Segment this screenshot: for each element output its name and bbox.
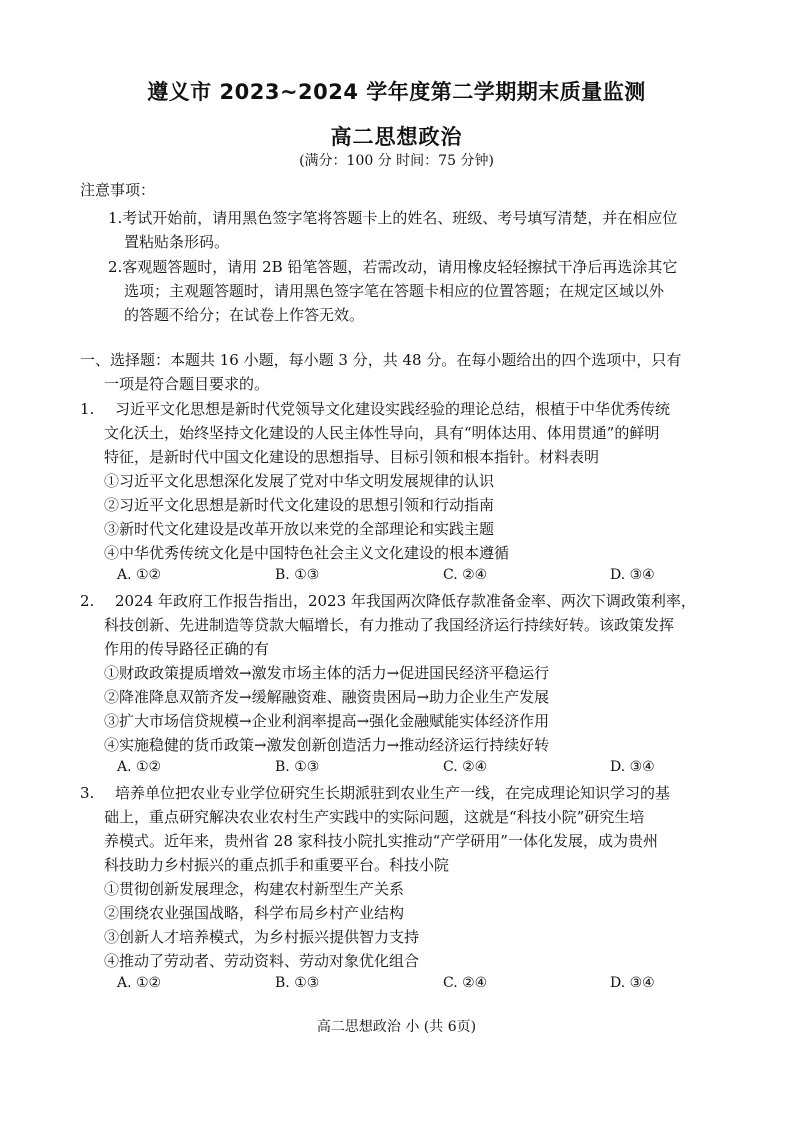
notice-item-2-line-1: 2.客观题答题时，请用 2B 铅笔答题，若需改动，请用橡皮轻轻擦拭干净后再选涂其它: [108, 258, 678, 276]
question-2-number: 2.: [80, 592, 95, 610]
question-2-statement-4: ④实施稳健的货币政策→激发创新创造活力→推动经济运行持续好转: [104, 736, 550, 754]
option-a[interactable]: A. ①②: [117, 975, 162, 991]
question-3-stem-line-2: 础上，重点研究解决农业农村生产实践中的实际问题，这就是“科技小院”研究生培: [104, 808, 645, 826]
option-a[interactable]: A. ①②: [117, 567, 162, 583]
option-d[interactable]: D. ③④: [610, 567, 655, 583]
option-d[interactable]: D. ③④: [610, 759, 655, 775]
exam-subject: 高二思想政治: [330, 125, 463, 149]
question-1-stem-line-2: 文化沃土，始终坚持文化建设的人民主体性导向，具有“明体达用、体用贯通”的鲜明: [104, 424, 660, 442]
question-3-statement-1: ①贯彻创新发展理念，构建农村新型生产关系: [104, 880, 405, 898]
question-3-options: [117, 975, 677, 995]
score-time-info: (满分：100 分 时间：75 分钟): [299, 153, 494, 169]
question-2-options: [117, 759, 677, 779]
section-heading-line-1: 一、选择题：本题共 16 小题，每小题 3 分，共 48 分。在每小题给出的四个选项中，只有: [80, 351, 682, 369]
notice-item-2-line-3: 的答题不给分；在试卷上作答无效。: [124, 306, 365, 324]
exam-title: 遵义市 2023~2024 学年度第二学期期末质量监测: [147, 80, 646, 104]
question-1-statement-3: ③新时代文化建设是改革开放以来党的全部理论和实践主题: [104, 520, 495, 538]
question-1-stem-line-3: 特征，是新时代中国文化建设的思想指导、目标引领和根本指针。材料表明: [104, 448, 600, 466]
option-a[interactable]: A. ①②: [117, 759, 162, 775]
question-3-statement-4: ④推动了劳动者、劳动资料、劳动对象优化组合: [104, 952, 420, 970]
notice-item-1-line-2: 置粘贴条形码。: [124, 233, 230, 251]
question-2-statement-1: ①财政政策提质增效→激发市场主体的活力→促进国民经济平稳运行: [104, 664, 550, 682]
option-c[interactable]: C. ②④: [443, 567, 488, 583]
question-1-options: [117, 567, 677, 587]
option-b[interactable]: B. ①③: [275, 567, 320, 583]
question-2-stem-line-1: 2024 年政府工作报告指出，2023 年我国两次降低存款准备金率、两次下调政策利率，: [115, 592, 696, 610]
option-c[interactable]: C. ②④: [443, 759, 488, 775]
question-2-statement-3: ③扩大市场信贷规模→企业利润率提高→强化金融赋能实体经济作用: [104, 712, 550, 730]
question-1-number: 1.: [80, 400, 95, 418]
notice-item-2-line-2: 选项；主观题答题时，请用黑色签字笔在答题卡相应的位置答题；在规定区域以外: [124, 282, 665, 300]
question-2-statement-2: ②降准降息双箭齐发→缓解融资难、融资贵困局→助力企业生产发展: [104, 688, 550, 706]
question-1-statement-4: ④中华优秀传统文化是中国特色社会主义文化建设的根本遵循: [104, 544, 510, 562]
question-3-statement-2: ②围绕农业强国战略，科学布局乡村产业结构: [104, 904, 405, 922]
question-3-stem-line-3: 养模式。近年来，贵州省 28 家科技小院扎实推动“产学研用”一体化发展，成为贵州: [104, 832, 658, 850]
option-b[interactable]: B. ①③: [275, 759, 320, 775]
section-heading-line-2: 一项是符合题目要求的。: [104, 375, 270, 393]
option-c[interactable]: C. ②④: [443, 975, 488, 991]
question-3-stem-line-1: 培养单位把农业专业学位研究生长期派驻到农业生产一线，在完成理论知识学习的基: [115, 784, 671, 802]
question-1-statement-1: ①习近平文化思想深化发展了党对中华文明发展规律的认识: [104, 472, 495, 490]
option-b[interactable]: B. ①③: [275, 975, 320, 991]
option-d[interactable]: D. ③④: [610, 975, 655, 991]
question-1-statement-2: ②习近平文化思想是新时代文化建设的思想引领和行动指南: [104, 496, 495, 514]
question-2-stem-line-3: 作用的传导路径正确的有: [104, 640, 270, 658]
question-1-stem-line-1: 习近平文化思想是新时代党领导文化建设实践经验的理论总结，根植于中华优秀传统: [115, 400, 671, 418]
question-2-stem-line-2: 科技创新、先进制造等贷款大幅增长，有力推动了我国经济运行持续好转。该政策发挥: [104, 616, 675, 634]
question-3-statement-3: ③创新人才培养模式，为乡村振兴提供智力支持: [104, 928, 420, 946]
question-3-stem-line-4: 科技助力乡村振兴的重点抓手和重要平台。科技小院: [104, 856, 450, 874]
page-footer: 高二思想政治 小 (共 6页): [316, 1019, 477, 1035]
notice-item-1-line-1: 1.考试开始前，请用黑色签字笔将答题卡上的姓名、班级、考号填写清楚，并在相应位: [108, 209, 678, 227]
notice-heading: 注意事项：: [80, 181, 156, 199]
question-3-number: 3.: [80, 784, 95, 802]
